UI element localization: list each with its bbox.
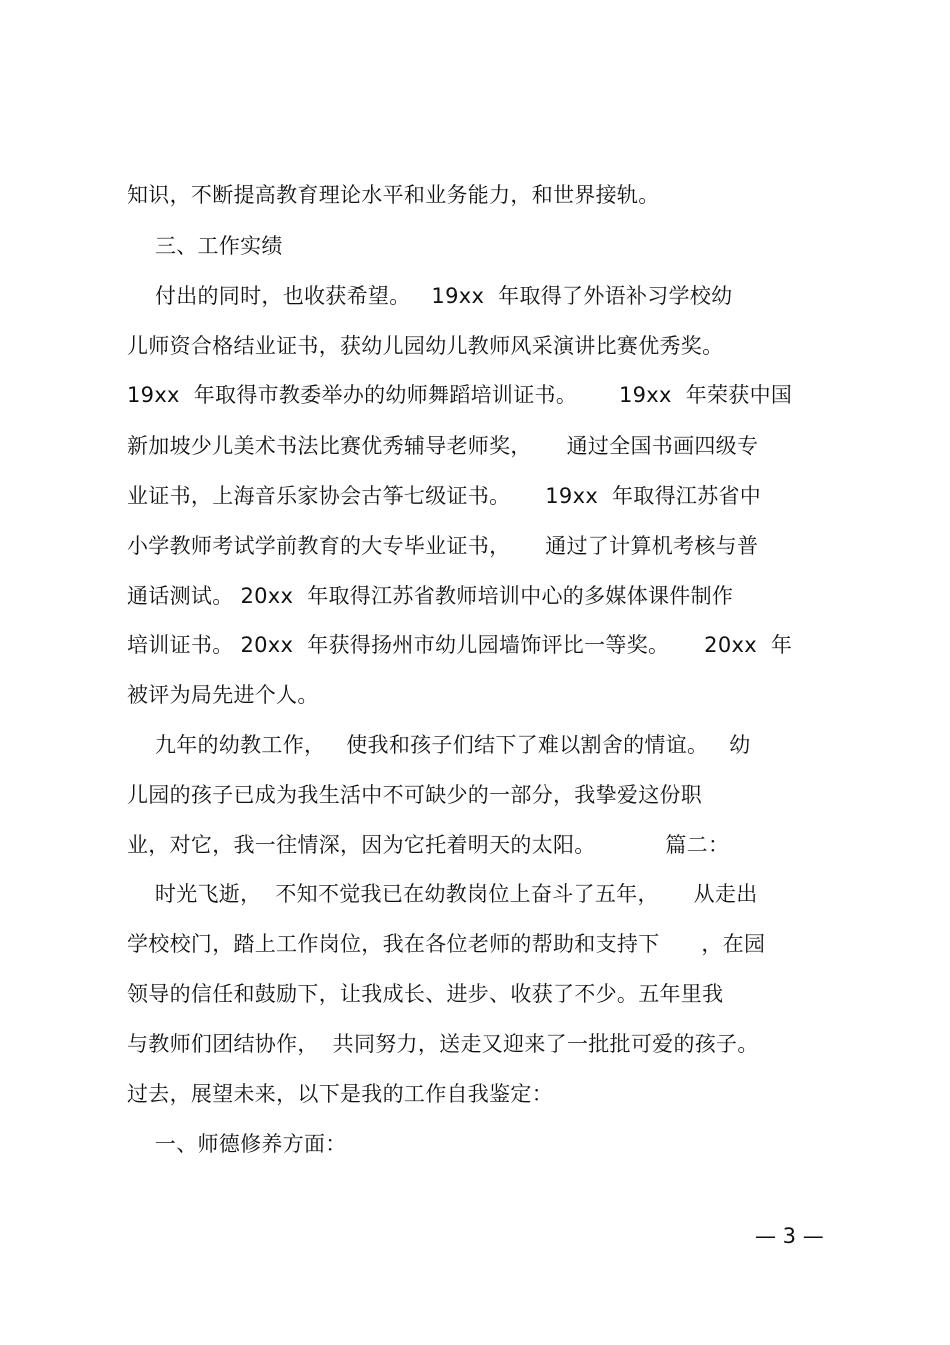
text-line: 知识，不断提高教育理论水平和业务能力，和世界接轨。 (127, 183, 660, 207)
text-line: 通话测试。 20xx 年取得江苏省教师培训中心的多媒体课件制作 (127, 584, 734, 608)
section-heading: 一、师德修养方面： (127, 1132, 347, 1156)
text-line: 儿师资合格结业证书，获幼儿园幼儿教师风采演讲比赛优秀奖。 (127, 334, 724, 358)
text-line: 业证书，上海音乐家协会古筝七级证书。 19xx 年取得江苏省中 (127, 484, 762, 508)
text-line: 领导的信任和鼓励下，让我成长、进步、收获了不少。五年里我 (127, 982, 724, 1006)
text-line: 业，对它，我一往情深，因为它托着明天的太阳。 篇二： (127, 833, 730, 857)
page-number: — 3 — (755, 1224, 824, 1248)
text-line: 被评为局先进个人。 (127, 683, 319, 707)
text-line: 培训证书。 20xx 年获得扬州市幼儿园墙饰评比一等奖。 20xx 年 (127, 633, 793, 657)
text-line: 新加坡少儿美术书法比赛优秀辅导老师奖， 通过全国书画四级专 (127, 434, 759, 458)
text-line: 付出的同时，也收获希望。 19xx 年取得了外语补习学校幼 (127, 284, 733, 308)
section-heading: 三、工作实绩 (127, 234, 283, 258)
text-line: 九年的幼教工作， 使我和孩子们结下了难以割舍的情谊。 幼 (127, 733, 751, 757)
text-line: 与教师们团结协作， 共同努力，送走又迎来了一批批可爱的孩子。 (127, 1032, 759, 1056)
text-line: 时光飞逝， 不知不觉我已在幼教岗位上奋斗了五年， 从走出 (127, 882, 758, 906)
text-line: 过去，展望未来，以下是我的工作自我鉴定： (127, 1082, 553, 1106)
text-line: 19xx 年取得市教委举办的幼师舞蹈培训证书。 19xx 年荣获中国 (127, 383, 793, 407)
text-line: 小学教师考试学前教育的大专毕业证书， 通过了计算机考核与普 (127, 534, 759, 558)
text-line: 学校校门，踏上工作岗位，我在各位老师的帮助和支持下 ，在园 (127, 932, 766, 956)
text-line: 儿园的孩子已成为我生活中不可缺少的一部分，我挚爱这份职 (127, 783, 703, 807)
